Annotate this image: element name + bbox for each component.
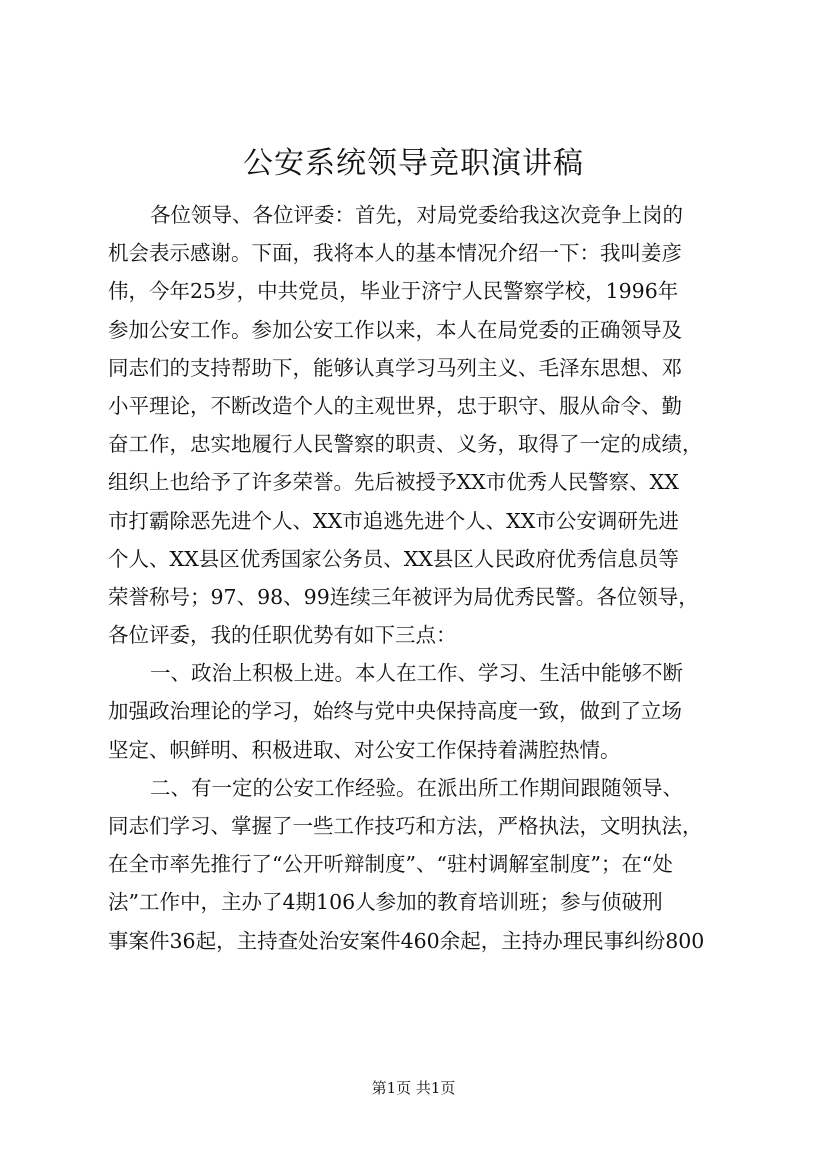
paragraph-line: 法”工作中，主办了4期106人参加的教育培训班；参与侦破刑 (108, 890, 663, 915)
paragraph-line: 参加公安工作。参加公安工作以来，本人在局党委的正确领导及 (108, 317, 682, 342)
paragraph-line: 奋工作，忠实地履行人民警察的职责、义务，取得了一定的成绩， (108, 432, 703, 457)
paragraph-line: 机会表示感谢。下面，我将本人的基本情况介绍一下：我叫姜彦 (108, 241, 682, 266)
paragraph-line: 坚定、帜鲜明、积极进取、对公安工作保持着满腔热情。 (108, 737, 621, 762)
paragraph-line: 荣誉称号；97、98、99连续三年被评为局优秀民警。各位领导， (108, 584, 699, 609)
paragraph-line: 二、有一定的公安工作经验。在派出所工作期间跟随领导、 (150, 775, 683, 800)
paragraph-line: 在全市率先推行了“公开听辩制度”、“驻村调解室制度”；在“处 (108, 852, 673, 877)
paragraph-line: 小平理论，不断改造个人的主观世界，忠于职守、服从命令、勤 (108, 393, 682, 418)
paragraph-line: 组织上也给予了许多荣誉。先后被授予XX市优秀人民警察、XX (108, 470, 679, 495)
paragraph-line: 个人、XX县区优秀国家公务员、XX县区人民政府优秀信息员等 (108, 546, 679, 571)
page-number: 第1页 共1页 (371, 1079, 456, 1097)
paragraph-line: 各位领导、各位评委：首先，对局党委给我这次竞争上岗的 (150, 203, 683, 227)
paragraph-line: 一、政治上积极上进。本人在工作、学习、生活中能够不断 (150, 661, 683, 686)
paragraph-line: 市打霸除恶先进个人、XX市追逃先进个人、XX市公安调研先进 (108, 508, 679, 533)
document-title: 公安系统领导竞职演讲稿 (243, 146, 584, 181)
paragraph-line: 事案件36起，主持查处治安案件460余起，主持办理民事纠纷800 (108, 928, 705, 953)
paragraph-line: 加强政治理论的学习，始终与党中央保持高度一致，做到了立场 (108, 699, 682, 724)
paragraph-line: 同志们的支持帮助下，能够认真学习马列主义、毛泽东思想、邓 (108, 355, 682, 380)
paragraph-line: 伟，今年25岁，中共党员，毕业于济宁人民警察学校，1996年 (108, 279, 679, 304)
document-body (108, 196, 748, 960)
paragraph-line: 同志们学习、掌握了一些工作技巧和方法，严格执法，文明执法， (108, 814, 703, 838)
paragraph-line: 各位评委，我的任职优势有如下三点： (108, 623, 457, 648)
